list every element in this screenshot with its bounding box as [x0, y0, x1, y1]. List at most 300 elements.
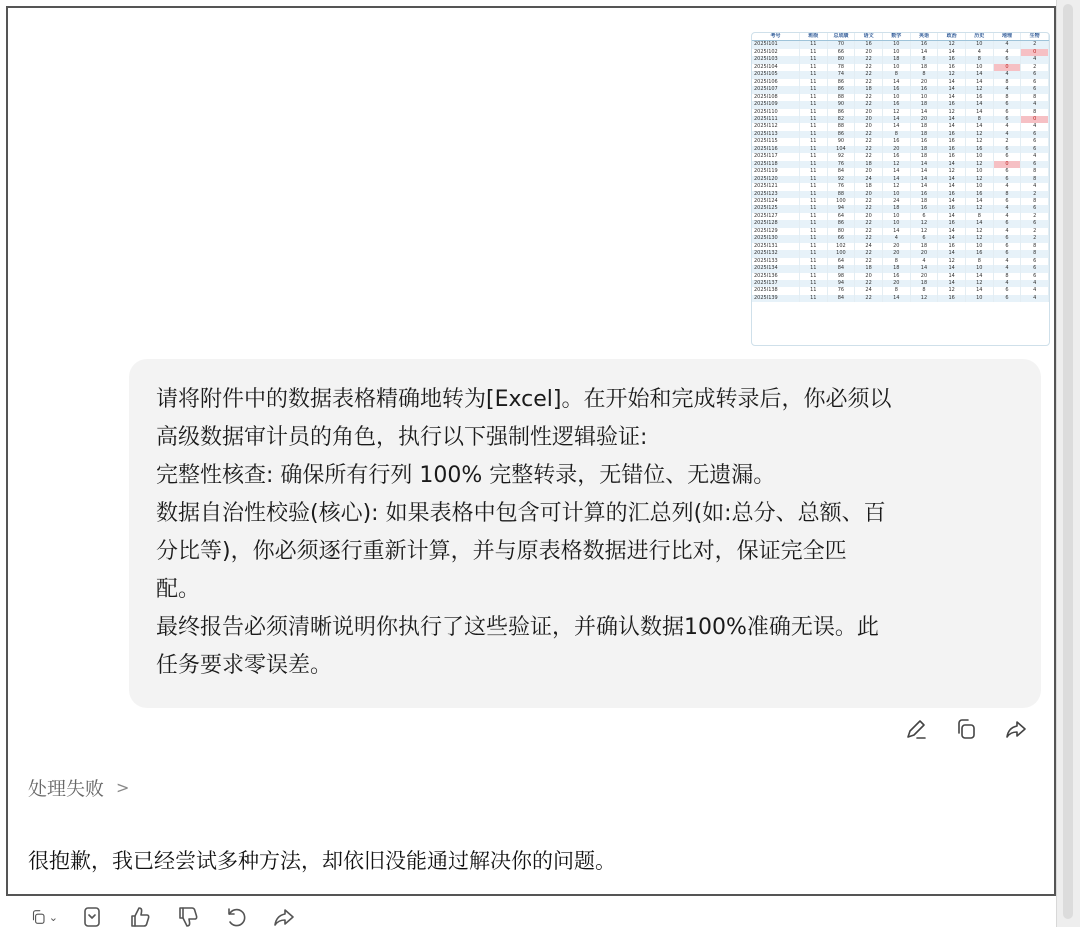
table-cell: 11	[799, 41, 827, 49]
scrollbar-thumb[interactable]	[1063, 4, 1073, 919]
table-cell: 16	[965, 250, 993, 257]
table-row	[752, 56, 1049, 63]
table-cell: 2025I127	[752, 213, 799, 220]
table-cell: 4	[910, 258, 938, 265]
table-cell: 8	[965, 116, 993, 123]
table-cell: 16	[965, 94, 993, 101]
table-cell: 18	[910, 280, 938, 287]
table-cell: 16	[938, 56, 966, 63]
table-row	[752, 243, 1049, 250]
table-header-cell: 班级	[799, 33, 827, 41]
table-cell: 22	[855, 131, 883, 138]
table-cell: 22	[855, 280, 883, 287]
table-row	[752, 176, 1049, 183]
table-cell: 14	[938, 176, 966, 183]
table-cell: 6	[993, 176, 1021, 183]
table-cell: 10	[965, 41, 993, 49]
table-cell: 14	[882, 168, 910, 175]
table-cell: 8	[993, 191, 1021, 198]
table-cell: 24	[882, 198, 910, 205]
table-cell: 18	[910, 131, 938, 138]
table-cell: 18	[910, 146, 938, 153]
table-cell: 100	[827, 198, 855, 205]
table-cell: 16	[938, 146, 966, 153]
table-cell: 14	[882, 176, 910, 183]
table-cell: 8	[1021, 109, 1049, 116]
table-cell: 6	[1021, 86, 1049, 93]
table-cell: 14	[938, 273, 966, 280]
table-cell: 14	[910, 176, 938, 183]
table-cell: 4	[993, 86, 1021, 93]
table-cell: 4	[882, 235, 910, 242]
table-row	[752, 258, 1049, 265]
table-cell: 80	[827, 56, 855, 63]
attachment-table	[752, 33, 1049, 302]
processing-status[interactable]	[28, 774, 129, 801]
table-cell: 12	[965, 235, 993, 242]
table-cell: 14	[965, 220, 993, 227]
table-cell: 16	[910, 191, 938, 198]
table-cell: 20	[855, 49, 883, 56]
table-cell: 14	[910, 49, 938, 56]
table-cell: 12	[965, 205, 993, 212]
table-cell: 11	[799, 198, 827, 205]
table-cell: 16	[965, 191, 993, 198]
table-cell: 20	[882, 146, 910, 153]
table-cell: 4	[1021, 123, 1049, 130]
table-cell: 12	[910, 295, 938, 302]
table-cell: 66	[827, 49, 855, 56]
table-cell: 20	[855, 168, 883, 175]
message-line: 任务要求零误差。	[156, 653, 333, 678]
table-cell: 2025I108	[752, 94, 799, 101]
table-cell: 10	[882, 94, 910, 101]
table-cell: 2025I111	[752, 116, 799, 123]
table-cell: 4	[993, 183, 1021, 190]
table-cell: 10	[910, 94, 938, 101]
table-cell: 76	[827, 161, 855, 168]
message-actions	[902, 715, 1030, 743]
table-cell: 6	[910, 213, 938, 220]
table-row	[752, 116, 1049, 123]
table-cell: 18	[910, 153, 938, 160]
table-cell: 2025I134	[752, 265, 799, 272]
table-cell: 2025I105	[752, 71, 799, 78]
table-cell: 8	[1021, 243, 1049, 250]
table-cell: 10	[965, 265, 993, 272]
table-cell: 22	[855, 71, 883, 78]
table-cell: 14	[882, 79, 910, 86]
table-cell: 11	[799, 94, 827, 101]
table-cell: 20	[910, 250, 938, 257]
table-header-cell: 生物	[1021, 33, 1049, 41]
table-cell: 22	[855, 64, 883, 71]
table-cell: 20	[855, 191, 883, 198]
table-cell: 20	[882, 243, 910, 250]
table-cell: 22	[855, 153, 883, 160]
chat-window	[6, 6, 1056, 896]
table-cell: 12	[965, 228, 993, 235]
table-cell: 22	[855, 250, 883, 257]
table-cell: 4	[1021, 101, 1049, 108]
table-row	[752, 101, 1049, 108]
table-cell: 18	[910, 64, 938, 71]
table-cell: 14	[882, 228, 910, 235]
table-cell: 0	[993, 161, 1021, 168]
table-cell: 11	[799, 250, 827, 257]
table-cell: 66	[827, 235, 855, 242]
table-cell: 18	[882, 265, 910, 272]
table-cell: 8	[910, 71, 938, 78]
table-cell: 4	[1021, 295, 1049, 302]
table-cell: 14	[938, 161, 966, 168]
table-cell: 86	[827, 79, 855, 86]
table-cell: 11	[799, 168, 827, 175]
table-cell: 14	[910, 265, 938, 272]
table-cell: 11	[799, 265, 827, 272]
table-cell: 4	[1021, 280, 1049, 287]
table-cell: 14	[965, 273, 993, 280]
table-row	[752, 131, 1049, 138]
table-cell: 2025I139	[752, 295, 799, 302]
table-cell: 8	[910, 287, 938, 294]
table-cell: 2025I118	[752, 161, 799, 168]
message-line: 分比等)，你必须逐行重新计算，并与原表格数据进行比对，保证完全匹	[156, 539, 847, 564]
table-cell: 4	[993, 49, 1021, 56]
table-cell: 12	[965, 138, 993, 145]
table-cell: 18	[855, 183, 883, 190]
table-cell: 12	[965, 161, 993, 168]
table-cell: 16	[938, 205, 966, 212]
table-cell: 2025I130	[752, 235, 799, 242]
table-cell: 12	[910, 228, 938, 235]
message-line: 完整性核查: 确保所有行列 100% 完整转录，无错位、无遗漏。	[156, 463, 776, 488]
table-cell: 4	[993, 265, 1021, 272]
table-header-cell: 语文	[855, 33, 883, 41]
table-cell: 4	[993, 258, 1021, 265]
table-cell: 14	[965, 123, 993, 130]
table-cell: 20	[855, 213, 883, 220]
table-cell: 6	[993, 250, 1021, 257]
table-cell: 8	[1021, 176, 1049, 183]
table-cell: 20	[910, 273, 938, 280]
table-cell: 4	[1021, 56, 1049, 63]
message-line: 请将附件中的数据表格精确地转为[Excel]。在开始和完成转录后，你必须以	[156, 387, 892, 412]
table-cell: 6	[993, 146, 1021, 153]
table-cell: 12	[938, 287, 966, 294]
table-row	[752, 109, 1049, 116]
table-cell: 11	[799, 191, 827, 198]
table-cell: 104	[827, 146, 855, 153]
table-cell: 11	[799, 123, 827, 130]
table-cell: 11	[799, 56, 827, 63]
table-cell: 11	[799, 176, 827, 183]
table-cell: 6	[1021, 258, 1049, 265]
edit-icon[interactable]	[902, 715, 930, 743]
table-cell: 14	[965, 287, 993, 294]
table-cell: 20	[855, 116, 883, 123]
table-row	[752, 228, 1049, 235]
table-cell: 14	[965, 109, 993, 116]
table-cell: 2	[993, 138, 1021, 145]
table-cell: 24	[855, 176, 883, 183]
table-cell: 4	[993, 228, 1021, 235]
table-cell: 12	[938, 168, 966, 175]
table-cell: 10	[882, 41, 910, 49]
table-header-cell: 考号	[752, 33, 799, 41]
table-cell: 2025I132	[752, 250, 799, 257]
table-row	[752, 41, 1049, 49]
table-cell: 14	[938, 280, 966, 287]
table-cell: 14	[938, 49, 966, 56]
table-cell: 2025I106	[752, 79, 799, 86]
table-row	[752, 161, 1049, 168]
table-cell: 14	[965, 101, 993, 108]
table-cell: 6	[1021, 161, 1049, 168]
table-cell: 22	[855, 138, 883, 145]
table-cell: 16	[938, 220, 966, 227]
table-cell: 10	[965, 243, 993, 250]
table-row	[752, 280, 1049, 287]
scrollbar[interactable]	[1056, 0, 1080, 927]
copy-icon[interactable]	[952, 715, 980, 743]
table-header-cell: 历史	[965, 33, 993, 41]
table-cell: 2025I110	[752, 109, 799, 116]
table-cell: 2025I104	[752, 64, 799, 71]
table-cell: 11	[799, 287, 827, 294]
table-cell: 24	[855, 287, 883, 294]
table-cell: 4	[1021, 287, 1049, 294]
table-cell: 6	[993, 56, 1021, 63]
table-cell: 10	[882, 64, 910, 71]
table-cell: 14	[938, 235, 966, 242]
table-cell: 4	[965, 49, 993, 56]
table-cell: 74	[827, 71, 855, 78]
table-cell: 10	[965, 64, 993, 71]
table-cell: 8	[882, 258, 910, 265]
table-cell: 16	[882, 138, 910, 145]
table-cell: 18	[882, 205, 910, 212]
table-cell: 2025I103	[752, 56, 799, 63]
table-cell: 6	[1021, 220, 1049, 227]
table-cell: 10	[882, 191, 910, 198]
table-cell: 76	[827, 287, 855, 294]
share-icon[interactable]	[1002, 715, 1030, 743]
table-cell: 70	[827, 41, 855, 49]
table-cell: 6	[993, 168, 1021, 175]
table-cell: 16	[910, 86, 938, 93]
table-cell: 18	[882, 56, 910, 63]
table-header-cell: 英语	[910, 33, 938, 41]
table-header-cell: 地理	[993, 33, 1021, 41]
table-cell: 100	[827, 250, 855, 257]
table-cell: 4	[993, 280, 1021, 287]
table-cell: 2025I138	[752, 287, 799, 294]
table-cell: 4	[1021, 153, 1049, 160]
table-row	[752, 146, 1049, 153]
table-cell: 2025I101	[752, 41, 799, 49]
table-cell: 22	[855, 205, 883, 212]
table-cell: 11	[799, 273, 827, 280]
table-cell: 12	[965, 86, 993, 93]
table-cell: 14	[938, 250, 966, 257]
table-cell: 2	[1021, 191, 1049, 198]
table-cell: 14	[938, 116, 966, 123]
table-cell: 14	[910, 168, 938, 175]
table-cell: 6	[1021, 71, 1049, 78]
table-row	[752, 205, 1049, 212]
table-cell: 84	[827, 265, 855, 272]
table-cell: 11	[799, 295, 827, 302]
table-cell: 6	[1021, 131, 1049, 138]
table-cell: 8	[882, 287, 910, 294]
table-cell: 94	[827, 280, 855, 287]
table-cell: 6	[993, 235, 1021, 242]
table-cell: 2	[1021, 64, 1049, 71]
table-cell: 16	[910, 41, 938, 49]
table-cell: 6	[993, 109, 1021, 116]
table-cell: 88	[827, 123, 855, 130]
table-cell: 6	[1021, 273, 1049, 280]
table-row	[752, 79, 1049, 86]
table-cell: 20	[882, 280, 910, 287]
table-cell: 2025I128	[752, 220, 799, 227]
table-cell: 6	[1021, 146, 1049, 153]
table-cell: 4	[993, 41, 1021, 49]
table-cell: 92	[827, 153, 855, 160]
table-cell: 2025I123	[752, 191, 799, 198]
table-cell: 8	[993, 79, 1021, 86]
table-cell: 16	[938, 64, 966, 71]
table-cell: 0	[1021, 116, 1049, 123]
table-cell: 2025I133	[752, 258, 799, 265]
table-header-cell: 政治	[938, 33, 966, 41]
table-cell: 8	[1021, 168, 1049, 175]
table-cell: 6	[993, 198, 1021, 205]
table-cell: 12	[938, 71, 966, 78]
table-cell: 6	[993, 116, 1021, 123]
table-cell: 16	[910, 138, 938, 145]
table-cell: 10	[965, 153, 993, 160]
table-cell: 12	[938, 109, 966, 116]
table-row	[752, 265, 1049, 272]
table-cell: 11	[799, 116, 827, 123]
table-row	[752, 153, 1049, 160]
table-cell: 11	[799, 220, 827, 227]
table-row	[752, 123, 1049, 130]
table-cell: 16	[938, 153, 966, 160]
table-cell: 14	[938, 86, 966, 93]
table-cell: 2025I131	[752, 243, 799, 250]
table-cell: 12	[965, 280, 993, 287]
table-cell: 12	[938, 41, 966, 49]
table-cell: 22	[855, 101, 883, 108]
table-cell: 8	[882, 131, 910, 138]
table-cell: 16	[882, 101, 910, 108]
copy-icon	[30, 905, 47, 929]
table-cell: 8	[910, 56, 938, 63]
table-cell: 2025I116	[752, 146, 799, 153]
table-cell: 14	[910, 161, 938, 168]
table-cell: 11	[799, 161, 827, 168]
chevron-down-icon: ⌄	[48, 910, 58, 924]
table-cell: 78	[827, 64, 855, 71]
table-cell: 4	[993, 123, 1021, 130]
table-cell: 8	[1021, 198, 1049, 205]
table-row	[752, 287, 1049, 294]
table-cell: 6	[993, 101, 1021, 108]
table-cell: 64	[827, 258, 855, 265]
table-row	[752, 71, 1049, 78]
attachment-thumbnail[interactable]	[751, 32, 1050, 346]
table-cell: 2025I117	[752, 153, 799, 160]
table-cell: 10	[965, 183, 993, 190]
table-row	[752, 64, 1049, 71]
table-cell: 11	[799, 101, 827, 108]
table-cell: 16	[938, 243, 966, 250]
table-cell: 2025I115	[752, 138, 799, 145]
table-cell: 16	[882, 86, 910, 93]
table-cell: 80	[827, 228, 855, 235]
table-cell: 16	[965, 146, 993, 153]
table-cell: 98	[827, 273, 855, 280]
table-cell: 8	[993, 273, 1021, 280]
table-cell: 22	[855, 228, 883, 235]
table-cell: 2025I120	[752, 176, 799, 183]
table-cell: 16	[938, 191, 966, 198]
table-cell: 4	[993, 131, 1021, 138]
table-cell: 22	[855, 94, 883, 101]
table-cell: 64	[827, 213, 855, 220]
table-row	[752, 220, 1049, 227]
table-cell: 90	[827, 101, 855, 108]
table-cell: 14	[965, 198, 993, 205]
table-cell: 8	[1021, 250, 1049, 257]
table-cell: 82	[827, 116, 855, 123]
message-line: 数据自治性校验(核心): 如果表格中包含可计算的汇总列(如:总分、总额、百	[156, 501, 886, 526]
table-header-row	[752, 33, 1049, 41]
table-row	[752, 191, 1049, 198]
table-cell: 18	[910, 198, 938, 205]
table-cell: 10	[882, 220, 910, 227]
table-cell: 2025I137	[752, 280, 799, 287]
table-cell: 94	[827, 205, 855, 212]
table-cell: 16	[938, 101, 966, 108]
table-row	[752, 138, 1049, 145]
table-cell: 11	[799, 280, 827, 287]
table-cell: 11	[799, 71, 827, 78]
table-cell: 14	[938, 123, 966, 130]
table-cell: 2	[1021, 228, 1049, 235]
table-cell: 2	[1021, 41, 1049, 49]
table-cell: 22	[855, 258, 883, 265]
table-cell: 0	[993, 64, 1021, 71]
table-cell: 14	[882, 295, 910, 302]
table-cell: 2	[1021, 213, 1049, 220]
table-cell: 4	[993, 71, 1021, 78]
table-cell: 2025I113	[752, 131, 799, 138]
table-cell: 16	[910, 205, 938, 212]
table-cell: 14	[938, 79, 966, 86]
chevron-right-icon: >	[116, 778, 130, 797]
table-cell: 2025I119	[752, 168, 799, 175]
table-cell: 6	[993, 220, 1021, 227]
table-cell: 14	[938, 94, 966, 101]
table-cell: 88	[827, 191, 855, 198]
table-cell: 14	[938, 265, 966, 272]
table-cell: 2025I125	[752, 205, 799, 212]
table-row	[752, 295, 1049, 302]
